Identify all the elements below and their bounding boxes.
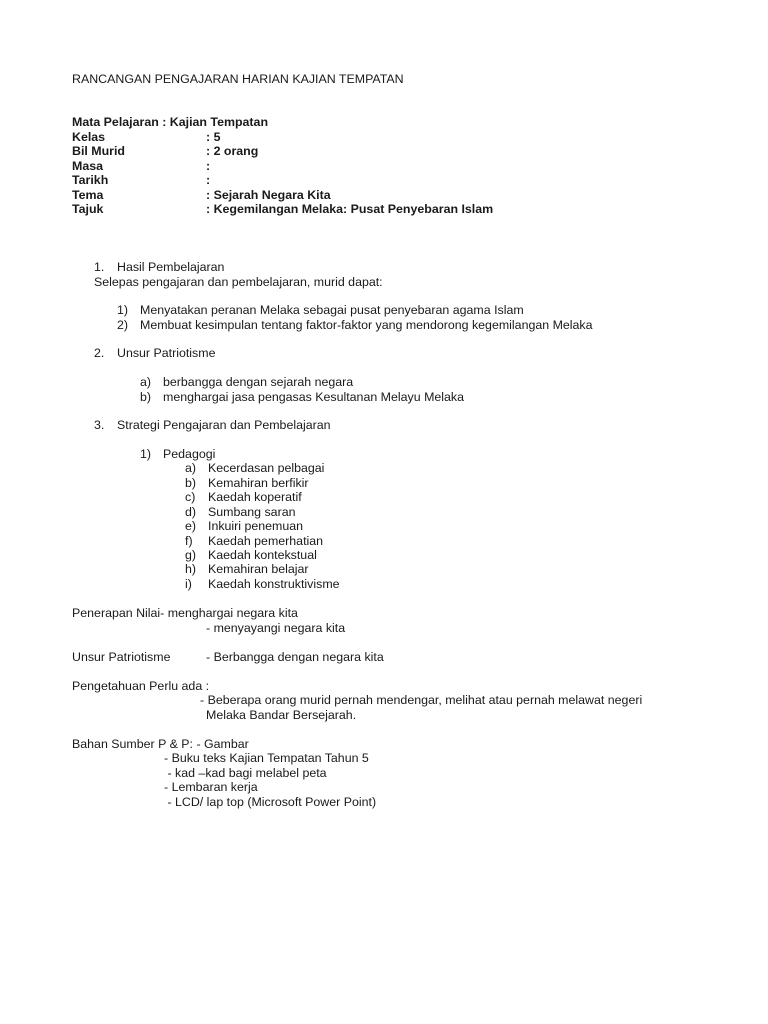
section-title: Hasil Pembelajaran bbox=[117, 260, 225, 274]
list-item-number: 2) bbox=[117, 318, 129, 332]
list-item-number: h) bbox=[185, 562, 197, 576]
section-number: 3. bbox=[94, 418, 105, 432]
nilai-line: - menyayangi negara kita bbox=[206, 621, 346, 635]
list-item: menghargai jasa pengasas Kesultanan Melayu Melaka bbox=[163, 390, 465, 404]
list-item: Kaedah kontekstual bbox=[208, 548, 317, 562]
list-item-number: a) bbox=[185, 461, 197, 475]
meta-value-bil-murid: : 2 orang bbox=[206, 144, 259, 158]
list-item: Kecerdasan pelbagai bbox=[208, 461, 325, 475]
section-number: 1. bbox=[94, 260, 105, 274]
pengetahuan-label: Pengetahuan Perlu ada : bbox=[72, 679, 210, 693]
meta-label-kelas: Kelas bbox=[72, 130, 106, 144]
list-item: berbangga dengan sejarah negara bbox=[163, 375, 354, 389]
list-item: Kaedah pemerhatian bbox=[208, 534, 324, 548]
list-item: Kaedah konstruktivisme bbox=[208, 577, 340, 591]
list-item-number: e) bbox=[185, 519, 197, 533]
section-title: Unsur Patriotisme bbox=[117, 346, 216, 360]
bahan-item: - kad –kad bagi melabel peta bbox=[164, 766, 327, 780]
list-item-number: c) bbox=[185, 490, 196, 504]
meta-label-bil-murid: Bil Murid bbox=[72, 144, 125, 158]
meta-value-kelas: : 5 bbox=[206, 130, 221, 144]
meta-label-tajuk: Tajuk bbox=[72, 202, 104, 216]
list-item-number: b) bbox=[140, 390, 152, 404]
section-intro: Selepas pengajaran dan pembelajaran, murid dapat: bbox=[94, 275, 383, 289]
bahan-item: - Lembaran kerja bbox=[164, 780, 258, 794]
list-item: Kemahiran berfikir bbox=[208, 476, 309, 490]
meta-label-subject: Mata Pelajaran : Kajian Tempatan bbox=[72, 115, 269, 129]
list-item-number: f) bbox=[185, 534, 193, 548]
patriotisme-label: Unsur Patriotisme bbox=[72, 650, 171, 664]
bahan-label: Bahan Sumber P & P: - Gambar bbox=[72, 737, 249, 751]
section-title: Strategi Pengajaran dan Pembelajaran bbox=[117, 418, 331, 432]
list-item-number: i) bbox=[185, 577, 192, 591]
meta-value-tarikh: : bbox=[206, 173, 211, 187]
list-item-number: 1) bbox=[117, 303, 129, 317]
document-title: RANCANGAN PENGAJARAN HARIAN KAJIAN TEMPATAN bbox=[72, 72, 404, 86]
list-item-number: d) bbox=[185, 505, 197, 519]
pengetahuan-line: - Beberapa orang murid pernah mendengar, melihat atau pernah melawat negeri bbox=[200, 693, 643, 707]
list-item: Sumbang saran bbox=[208, 505, 296, 519]
bahan-item: - Buku teks Kajian Tempatan Tahun 5 bbox=[164, 751, 369, 765]
meta-label-tema: Tema bbox=[72, 188, 104, 202]
list-item: Kemahiran belajar bbox=[208, 562, 309, 576]
list-item: Kaedah koperatif bbox=[208, 490, 302, 504]
list-item: Membuat kesimpulan tentang faktor-faktor yang mendorong kegemilangan Melaka bbox=[140, 318, 593, 332]
list-item-number: a) bbox=[140, 375, 152, 389]
meta-label-masa: Masa bbox=[72, 159, 103, 173]
list-item-number: g) bbox=[185, 548, 197, 562]
list-item: Inkuiri penemuan bbox=[208, 519, 304, 533]
sub-section-title: Pedagogi bbox=[163, 447, 216, 461]
pengetahuan-line: Melaka Bandar Bersejarah. bbox=[206, 708, 357, 722]
sub-section-number: 1) bbox=[140, 447, 152, 461]
section-number: 2. bbox=[94, 346, 105, 360]
meta-value-tema: : Sejarah Negara Kita bbox=[206, 188, 331, 202]
bahan-item: - LCD/ lap top (Microsoft Power Point) bbox=[164, 795, 377, 809]
meta-label-tarikh: Tarikh bbox=[72, 173, 109, 187]
list-item-number: b) bbox=[185, 476, 197, 490]
meta-value-masa: : bbox=[206, 159, 211, 173]
meta-value-tajuk: : Kegemilangan Melaka: Pusat Penyebaran Islam bbox=[206, 202, 494, 216]
patriotisme-value: - Berbangga dengan negara kita bbox=[206, 650, 384, 664]
list-item: Menyatakan peranan Melaka sebagai pusat penyebaran agama Islam bbox=[140, 303, 524, 317]
nilai-line: Penerapan Nilai- menghargai negara kita bbox=[72, 606, 298, 620]
